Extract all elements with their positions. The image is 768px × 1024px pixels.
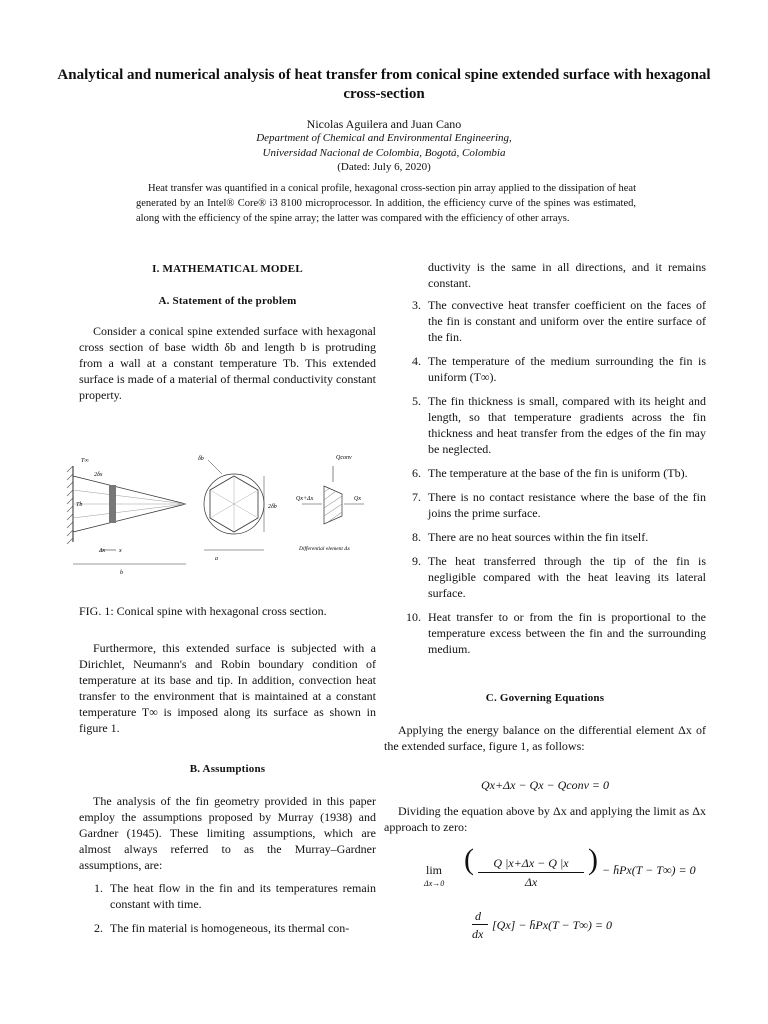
label-q-x-dx: Qx+Δx — [296, 496, 314, 502]
paper-title: Analytical and numerical analysis of heat transfer from conical spine extended surface with hexagonal cross-section — [57, 67, 711, 102]
equation-1: Qx+Δx − Qx − Qconv = 0 — [480, 778, 610, 792]
eq3-dx: dx — [472, 927, 484, 941]
label-a: a — [215, 556, 218, 562]
equation-3 — [472, 908, 672, 944]
differential-element — [109, 485, 116, 523]
list-item: 5. The fin thickness is small, compared with its height and length, so that temperature gradients across the fin thickness and heat transfer from the edges of the fin may be neglected. — [412, 394, 706, 456]
label-x: x — [119, 548, 122, 554]
eq2-denominator: Δx — [524, 875, 538, 889]
paragraph-limit: Dividing the equation above by Δx and applying the limit as Δx approach to zero: — [384, 804, 706, 834]
wall-hatch — [67, 466, 73, 544]
list-item: 7. There is no contact resistance where the base of the fin joins the prime surface. — [412, 490, 706, 520]
eq3-fraction-bar — [472, 924, 488, 925]
paragraph-assumptions: The analysis of the fin geometry provided in this paper employ the assumptions proposed by Murray (1938) and Gardner (1945). These limiting assumptions, which are almost always referred to as the Murray–Gardner assumptions, are: — [79, 794, 376, 872]
list-item: 9. The heat transferred through the tip of the fin is negligible compared with the heat leaving its lateral surface. — [412, 554, 706, 600]
label-t-inf: T∞ — [81, 458, 89, 464]
affiliation-line-2: Universidad Nacional de Colombia, Bogotá, Colombia — [262, 147, 506, 159]
label-delta-x: Δx — [99, 548, 106, 554]
right-column — [384, 0, 706, 1024]
abstract-text: Heat transfer was quantified in a conical profile, hexagonal cross-section pin array applied to the dissipation of heat generated by an Intel® Core® i3 8100 microprocessor. In addition, the efficiency curve of the spines was estimated, along with the efficiency of the spine array; the latter was compared with the efficiency of other arrays. — [136, 183, 636, 224]
figure-caption: FIG. 1: Conical spine with hexagonal cross section. — [79, 604, 327, 618]
list-item: 10. Heat transfer to or from the fin is proportional to the temperature excess between the fin and the surrounding medium. — [406, 610, 706, 656]
label-delta-b: δb — [198, 456, 204, 462]
list-item: 3. The convective heat transfer coefficient on the faces of the fin is constant and uniform over the entire surface of the fin. — [412, 298, 706, 344]
list-item: 4. The temperature of the medium surrounding the fin is uniform (T∞). — [412, 354, 706, 384]
item-2-continuation: ductivity is the same in all directions, and it remains constant. — [428, 260, 706, 290]
eq2-lim: lim — [426, 863, 443, 877]
label-q-conv: Qconv — [336, 455, 352, 461]
paragraph-statement: Consider a conical spine extended surface with hexagonal cross section of base width δb and length b is protruding from a wall at a constant temperature Tb. This extended surface is made of a material of thermal conductivity constant property. — [79, 324, 376, 402]
label-t-b: Tb — [76, 502, 83, 508]
assumption-list-right — [397, 297, 706, 657]
eq2-lparen: ( — [464, 843, 474, 876]
figure-conical-spine — [66, 446, 378, 576]
hexagon-spokes — [210, 476, 258, 532]
eq2-rparen: ) — [588, 843, 598, 876]
eq2-numerator: Q |x+Δx − Q |x — [493, 856, 569, 870]
paragraph-energy-balance: Applying the energy balance on the differential element Δx of the extended surface, figure 1, as follows: — [384, 723, 706, 753]
eq2-fraction-bar — [478, 872, 584, 873]
label-two-delta-x: 2δx — [94, 472, 103, 478]
list-item: 6. The temperature at the base of the fin is uniform (Tb). — [412, 466, 688, 480]
eq2-rest: − h̄Px(T − T∞) = 0 — [602, 863, 696, 877]
section-heading-1: I. MATHEMATICAL MODEL — [152, 263, 303, 275]
list-item: 1. The heat flow in the fin and its temperatures remain constant with time. — [94, 881, 376, 911]
subsection-heading-a: A. Statement of the problem — [158, 295, 297, 307]
label-differential-element: Differential element Δx — [299, 546, 350, 552]
label-q-x: Qx — [354, 496, 361, 502]
subsection-heading-b: B. Assumptions — [189, 763, 266, 775]
affiliation-line-1: Department of Chemical and Environmental Engineering, — [256, 132, 512, 144]
authors: Nicolas Aguilera and Juan Cano — [306, 117, 462, 131]
eq3-rest: [Qx] − h̄Px(T − T∞) = 0 — [492, 918, 612, 932]
subsection-heading-c: C. Governing Equations — [485, 692, 605, 704]
paragraph-boundary: Furthermore, this extended surface is subjected with a Dirichlet, Neumann's and Robin boundary condition of temperature at its base and tip. In addition, convection heat transfer to the environment that is maintained at a constant temperature T∞ is imposed along its surface as shown in figure 1. — [79, 641, 376, 735]
list-item: 8. There are no heat sources within the fin itself. — [412, 530, 649, 544]
eq2-limit-sub: Δx→0 — [424, 879, 445, 888]
equation-2 — [424, 843, 704, 892]
eq3-d: d — [475, 909, 481, 923]
cone-inner-lines — [73, 490, 186, 518]
list-item: 2. The fin material is homogeneous, its thermal con- — [94, 921, 350, 935]
dated: (Dated: July 6, 2020) — [337, 161, 431, 173]
label-two-delta-b: 2δb — [268, 504, 277, 510]
assumption-list-left — [79, 880, 376, 936]
label-b: b — [120, 570, 123, 576]
